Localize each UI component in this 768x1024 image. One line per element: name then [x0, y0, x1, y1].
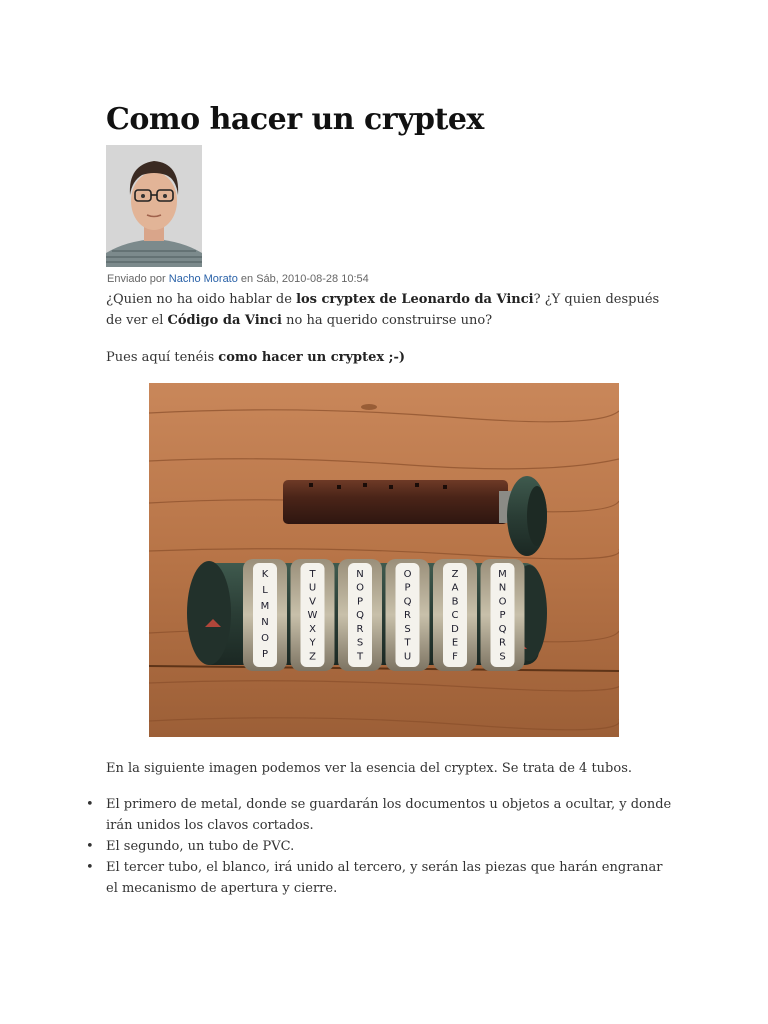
ring-letter: T: [309, 569, 316, 580]
ring-letter: N: [498, 582, 507, 594]
ring-letter: F: [452, 651, 458, 663]
ring-letter: R: [356, 623, 364, 635]
cryptex-ring: [433, 559, 477, 671]
ring-letter: S: [499, 651, 506, 663]
tube-list: [86, 794, 676, 899]
ring-letter: C: [451, 610, 459, 622]
cryptex-ring: [386, 559, 430, 671]
list-item-text: El segundo, un tubo de PVC.: [106, 839, 295, 854]
article-title: Como hacer un cryptex: [106, 102, 484, 137]
ring-letter: L: [262, 585, 268, 596]
second-text-1: Pues aquí tenéis: [106, 350, 219, 365]
ring-letter: U: [308, 582, 317, 594]
ring-letter: O: [356, 582, 364, 594]
cryptex-ring: [243, 559, 287, 671]
cryptex-ring: [481, 559, 525, 671]
list-item-text: El tercer tubo, el blanco, irá unido al tercero, y serán las piezas que harán engranar el mecanismo de apertura y cierre.: [106, 860, 663, 896]
cryptex-ring: [291, 559, 335, 671]
ring-letter: T: [356, 651, 364, 663]
ring-letter: P: [499, 610, 506, 622]
ring-letter: S: [404, 623, 411, 635]
ring-letter: W: [307, 610, 318, 622]
intro-text-2: ? ¿Y quien después de ver el: [106, 292, 660, 328]
ring-letter: P: [356, 596, 364, 608]
ring-letter: Y: [309, 637, 316, 649]
ring-letter: E: [451, 637, 459, 649]
ring-letter: X: [309, 623, 316, 635]
bullet-dot: •: [86, 839, 94, 854]
ring-letter: Z: [309, 651, 316, 663]
meta-date: en Sáb, 2010-08-28 10:54: [237, 273, 369, 285]
list-item: [86, 794, 676, 836]
intro-bold-2: Código da Vinci: [167, 313, 282, 328]
post-meta: [107, 273, 369, 285]
ring-letter: N: [261, 617, 269, 628]
ring-letter: U: [403, 651, 412, 663]
ring-letter: O: [498, 596, 507, 608]
list-item: [86, 836, 676, 857]
author-avatar: [106, 145, 202, 267]
meta-prefix: Enviado por: [107, 273, 169, 285]
ring-letter: A: [451, 582, 459, 594]
ring-letter: R: [499, 637, 506, 649]
ring-letter: Z: [451, 569, 459, 580]
ring-letter: M: [498, 569, 507, 580]
bullet-dot: •: [86, 797, 94, 812]
third-paragraph: En la siguiente imagen podemos ver la esencia del cryptex. Se trata de 4 tubos.: [106, 761, 632, 776]
bullet-dot: •: [86, 860, 94, 875]
list-item-text: El primero de metal, donde se guardarán los documentos u objetos a ocultar, y donde irán unidos los clavos cortados.: [106, 797, 672, 833]
intro-text-3: no ha querido construirse uno?: [282, 313, 493, 328]
list-item: [86, 857, 676, 899]
ring-letter: N: [356, 569, 364, 580]
ring-letter: P: [261, 649, 269, 660]
ring-letter: V: [309, 596, 316, 608]
ring-letter: M: [260, 601, 270, 612]
cryptex-ring: [338, 559, 382, 671]
intro-bold-1: los cryptex de Leonardo da Vinci: [296, 292, 534, 307]
author-link[interactable]: Nacho Morato: [168, 273, 238, 285]
ring-letter: S: [356, 637, 364, 649]
ring-letter: O: [261, 633, 269, 644]
ring-letter: Q: [403, 596, 412, 608]
second-paragraph: [106, 347, 666, 368]
ring-letter: D: [451, 623, 459, 635]
ring-letter: K: [261, 569, 269, 580]
cryptex-photo: [149, 383, 619, 737]
ring-letter: Q: [356, 610, 364, 622]
second-bold-1: como hacer un cryptex ;-): [218, 350, 406, 365]
ring-letter: B: [451, 596, 459, 608]
ring-letter: R: [404, 610, 411, 622]
ring-letter: P: [404, 582, 411, 594]
ring-letter: Q: [498, 623, 507, 635]
ring-letter: O: [403, 569, 412, 580]
intro-paragraph: [106, 289, 666, 331]
ring-letter: T: [404, 637, 411, 649]
intro-text-1: ¿Quien no ha oido hablar de: [106, 292, 297, 307]
